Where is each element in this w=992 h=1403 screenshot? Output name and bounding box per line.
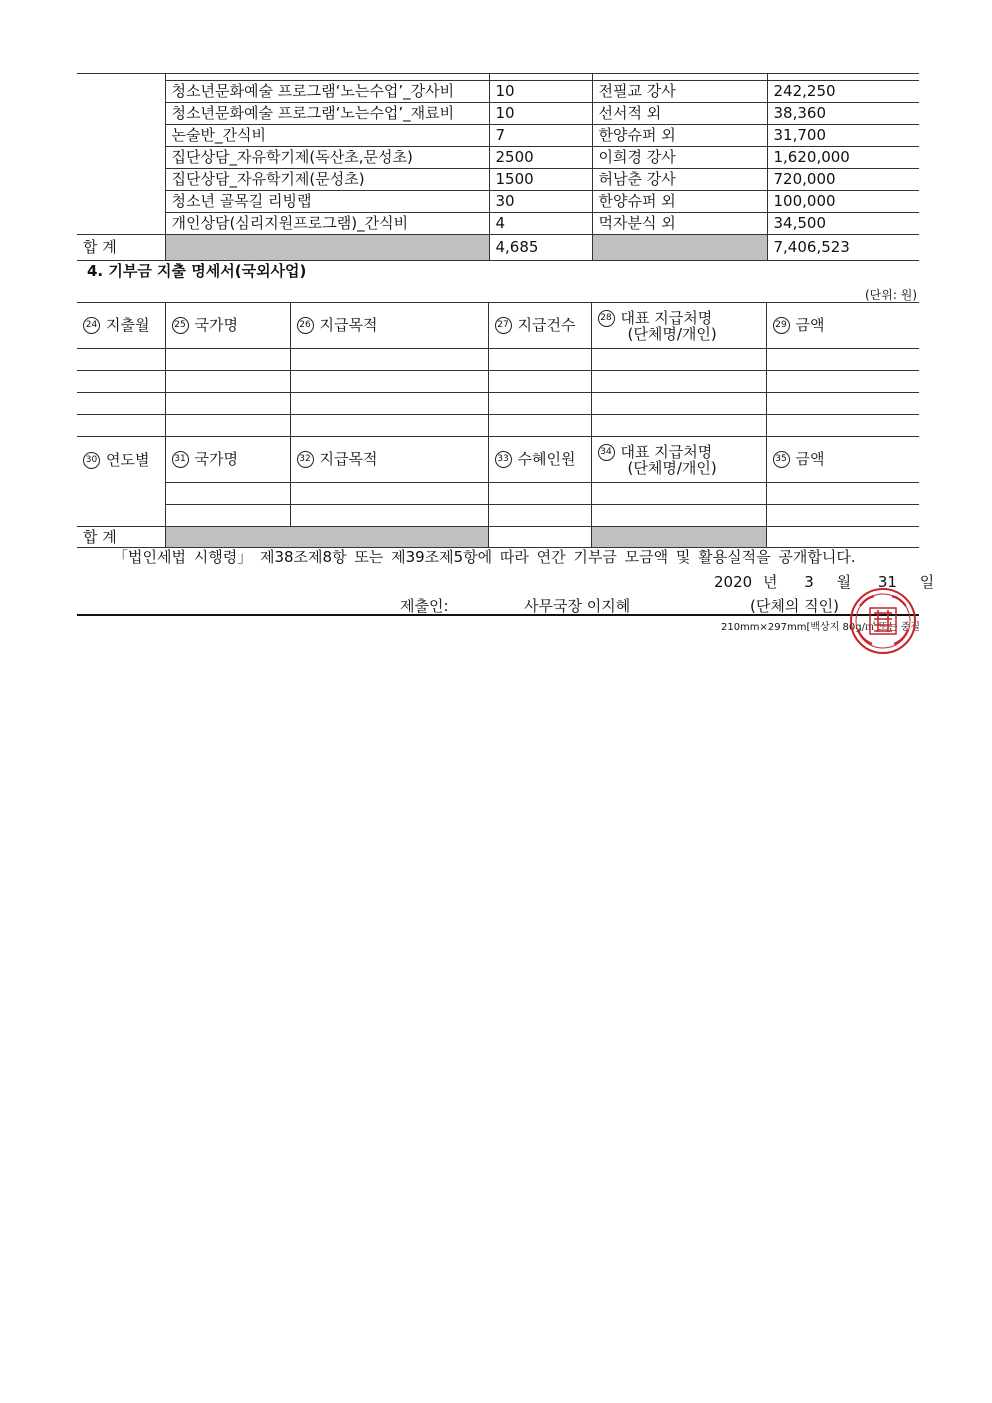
total-amount	[766, 527, 919, 548]
cell-amount: 720,000	[767, 169, 919, 191]
header-cell: 28 대표 지급처명 (단체명/개인)	[591, 303, 766, 349]
cell-payee: 이희경 강사	[592, 147, 767, 169]
table-header-row	[77, 437, 919, 483]
header-cell: 34 대표 지급처명 (단체명/개인)	[591, 437, 766, 483]
cell-purpose: 개인상담(심리지원프로그램)_간식비	[165, 213, 489, 235]
circled-number-icon: 32	[297, 451, 314, 468]
table-row	[77, 415, 919, 437]
submission-date: 2020 년 3 월 31 일	[714, 573, 935, 591]
table-row	[77, 147, 919, 169]
header-cell: 35 금액	[766, 437, 919, 483]
circled-number-icon: 25	[172, 317, 189, 334]
paper-spec: 210mm×297mm[백상지 80g/㎡ 또는 중질	[720, 622, 920, 633]
circled-number-icon: 35	[773, 451, 790, 468]
table-row	[77, 349, 919, 371]
header-cell: 24 지출월	[77, 303, 165, 349]
circled-number-icon: 29	[773, 317, 790, 334]
table-row	[77, 81, 919, 103]
circled-number-icon: 28	[598, 310, 615, 327]
cell-purpose: 청소년문화예술 프로그램‘노는수업’_강사비	[165, 81, 489, 103]
table-row	[77, 483, 919, 505]
cell-payee: 한양슈퍼 외	[592, 125, 767, 147]
cell-count: 2500	[489, 147, 592, 169]
table-row	[77, 125, 919, 147]
table-total-row	[77, 235, 919, 261]
table-row	[77, 213, 919, 235]
table-row	[77, 505, 919, 527]
cell-payee: 한양슈퍼 외	[592, 191, 767, 213]
expenditure-table-domestic	[77, 73, 919, 261]
circled-number-icon: 31	[172, 451, 189, 468]
cell-purpose: 청소년 골목길 리빙랩	[165, 191, 489, 213]
table-row	[77, 169, 919, 191]
cell-amount: 242,250	[767, 81, 919, 103]
cell-purpose: 집단상담_자유학기제(문성초)	[165, 169, 489, 191]
total-gray-cell	[591, 527, 766, 548]
section-title: 4. 기부금 지출 명세서(국외사업)	[87, 262, 307, 280]
total-label: 합 계	[77, 235, 165, 261]
cell-count: 1500	[489, 169, 592, 191]
cell-count: 10	[489, 103, 592, 125]
header-cell: 27 지급건수	[488, 303, 591, 349]
table-row	[77, 393, 919, 415]
circled-number-icon: 26	[297, 317, 314, 334]
total-gray-cell	[165, 527, 488, 548]
table-total-row	[77, 527, 919, 548]
total-gray-cell	[592, 235, 767, 261]
submitter-name: 사무국장 이지혜	[524, 597, 631, 615]
cell-payee: 전필교 강사	[592, 81, 767, 103]
total-amount: 7,406,523	[767, 235, 919, 261]
circled-number-icon: 24	[83, 317, 100, 334]
cell-payee: 허남춘 강사	[592, 169, 767, 191]
table-header-row	[77, 303, 919, 349]
table-row	[77, 103, 919, 125]
header-cell: 29 금액	[766, 303, 919, 349]
total-label: 합 계	[77, 527, 165, 548]
table-row	[77, 371, 919, 393]
disclosure-notice: 「법인세법 시행령」 제38조제8항 또는 제39조제5항에 따라 연간 기부금 모금액 및 활용실적을 공개합니다.	[113, 548, 856, 566]
total-gray-cell	[165, 235, 489, 261]
header-cell: 30 연도별	[77, 437, 165, 527]
footer-divider	[77, 614, 919, 616]
submitter-label: 제출인:	[400, 597, 449, 615]
cell-purpose: 집단상담_자유학기제(독산초,문성초)	[165, 147, 489, 169]
seal-note: (단체의 직인)	[750, 597, 839, 615]
cell-count: 4	[489, 213, 592, 235]
circled-number-icon: 27	[495, 317, 512, 334]
expenditure-table-overseas	[77, 302, 919, 548]
cell-purpose: 논술반_간식비	[165, 125, 489, 147]
cell-purpose: 청소년문화예술 프로그램‘노는수업’_재료비	[165, 103, 489, 125]
header-cell: 33 수혜인원	[488, 437, 591, 483]
header-cell: 25 국가명	[165, 303, 290, 349]
header-cell: 32 지급목적	[290, 437, 488, 483]
cell-amount: 34,500	[767, 213, 919, 235]
official-seal-icon	[848, 586, 918, 656]
unit-label: (단위: 원)	[865, 288, 917, 302]
table-category-cell	[77, 74, 165, 235]
cell-count: 10	[489, 81, 592, 103]
circled-number-icon: 34	[598, 444, 615, 461]
cell-payee: 선서적 외	[592, 103, 767, 125]
cell-amount: 100,000	[767, 191, 919, 213]
cell-count: 7	[489, 125, 592, 147]
circled-number-icon: 33	[495, 451, 512, 468]
total-count	[488, 527, 591, 548]
header-cell: 31 국가명	[165, 437, 290, 483]
total-count: 4,685	[489, 235, 592, 261]
header-cell: 26 지급목적	[290, 303, 488, 349]
circled-number-icon: 30	[83, 452, 100, 469]
cell-amount: 31,700	[767, 125, 919, 147]
cell-count: 30	[489, 191, 592, 213]
table-row	[77, 191, 919, 213]
cell-amount: 38,360	[767, 103, 919, 125]
cell-amount: 1,620,000	[767, 147, 919, 169]
cell-payee: 먹자분식 외	[592, 213, 767, 235]
